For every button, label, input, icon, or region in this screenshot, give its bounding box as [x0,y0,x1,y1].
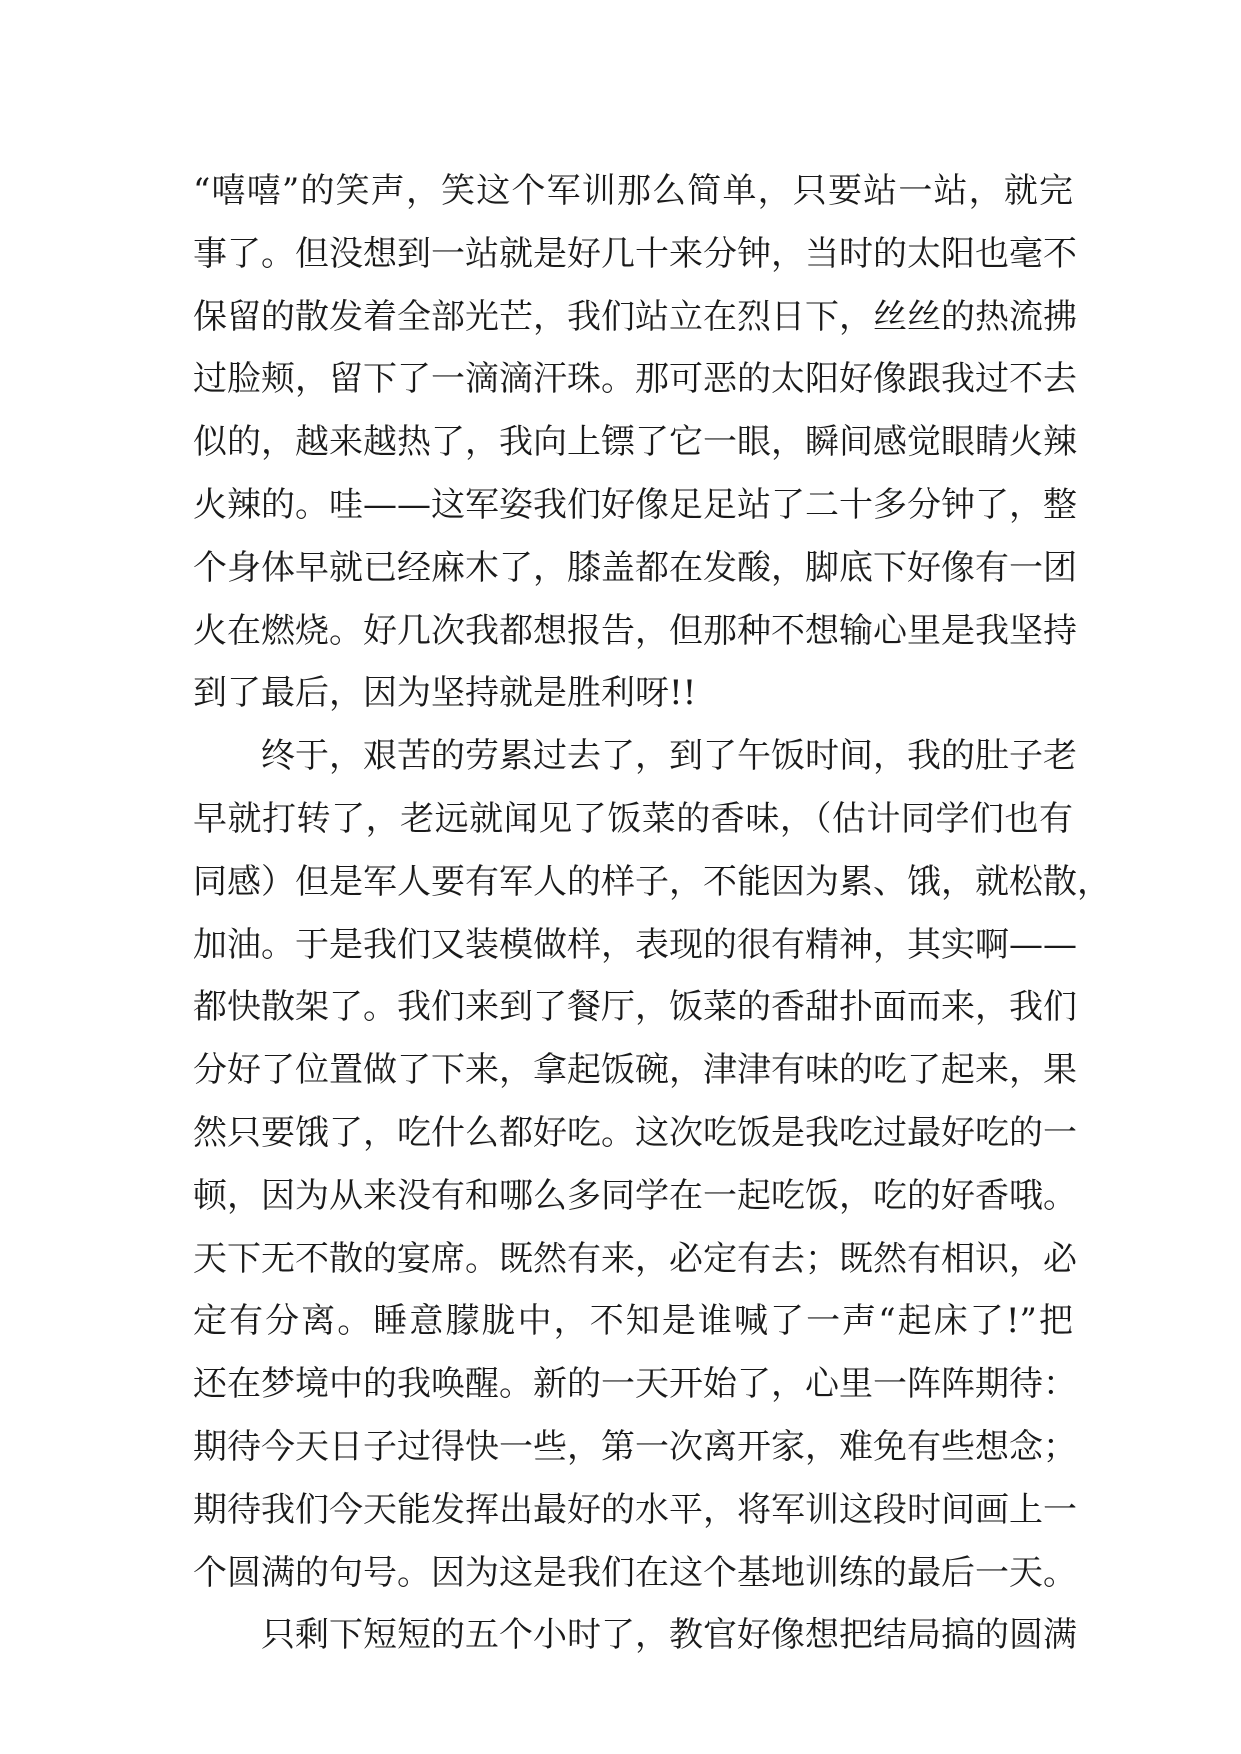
text-line: 加油。于是我们又装模做样，表现的很有精神，其实啊—— [193,924,1077,965]
text-line: 同感）但是军人要有军人的样子，不能因为累、饿，就松散， [193,861,1111,902]
text-line: 似的，越来越热了，我向上镖了它一眼，瞬间感觉眼睛火辣 [193,422,1077,463]
text-line: 过脸颊，留下了一滴滴汗珠。那可恶的太阳好像跟我过不去 [193,359,1077,400]
text-line: 保留的散发着全部光芒，我们站立在烈日下，丝丝的热流拂 [193,296,1077,337]
paragraph-end-line: 到了最后，因为坚持就是胜利呀!! [193,673,697,714]
text-line: 火辣的。哇——这军姿我们好像足足站了二十多分钟了，整 [193,484,1077,525]
paragraph-start-line: 终于，艰苦的劳累过去了，到了午饭时间，我的肚子老 [261,736,1077,777]
text-line: 期待今天日子过得快一些，第一次离开家，难免有些想念； [193,1426,1077,1467]
text-line: 期待我们今天能发挥出最好的水平，将军训这段时间画上一 [193,1489,1077,1530]
text-line: 早就打转了，老远就闻见了饭菜的香味，（估计同学们也有 [193,798,1073,839]
text-line: 定有分离。睡意朦胧中，不知是谁喊了一声“起床了!”把 [193,1301,1073,1342]
paragraph-start-line: 只剩下短短的五个小时了，教官好像想把结局搞的圆满 [261,1615,1077,1656]
text-line: 然只要饿了，吃什么都好吃。这次吃饭是我吃过最好吃的一 [193,1112,1077,1153]
text-line: 还在梦境中的我唤醒。新的一天开始了，心里一阵阵期待： [193,1364,1077,1405]
body-text [193,160,1111,1667]
text-line: 顿，因为从来没有和哪么多同学在一起吃饭，吃的好香哦。 [193,1175,1077,1216]
text-line: 天下无不散的宴席。既然有来，必定有去；既然有相识，必 [193,1238,1077,1279]
text-line: 都快散架了。我们来到了餐厅，饭菜的香甜扑面而来，我们 [193,987,1077,1028]
paragraph-end-line: 个圆满的句号。因为这是我们在这个基地训练的最后一天。 [193,1552,1077,1593]
text-line: 火在燃烧。好几次我都想报告，但那种不想输心里是我坚持 [193,610,1077,651]
text-line: “嘻嘻”的笑声，笑这个军训那么简单，只要站一站，就完 [193,171,1073,211]
text-line: 个身体早就已经麻木了，膝盖都在发酸，脚底下好像有一团 [193,547,1077,588]
text-line: 事了。但没想到一站就是好几十来分钟，当时的太阳也毫不 [193,233,1077,274]
text-line: 分好了位置做了下来，拿起饭碗，津津有味的吃了起来，果 [193,1050,1077,1091]
